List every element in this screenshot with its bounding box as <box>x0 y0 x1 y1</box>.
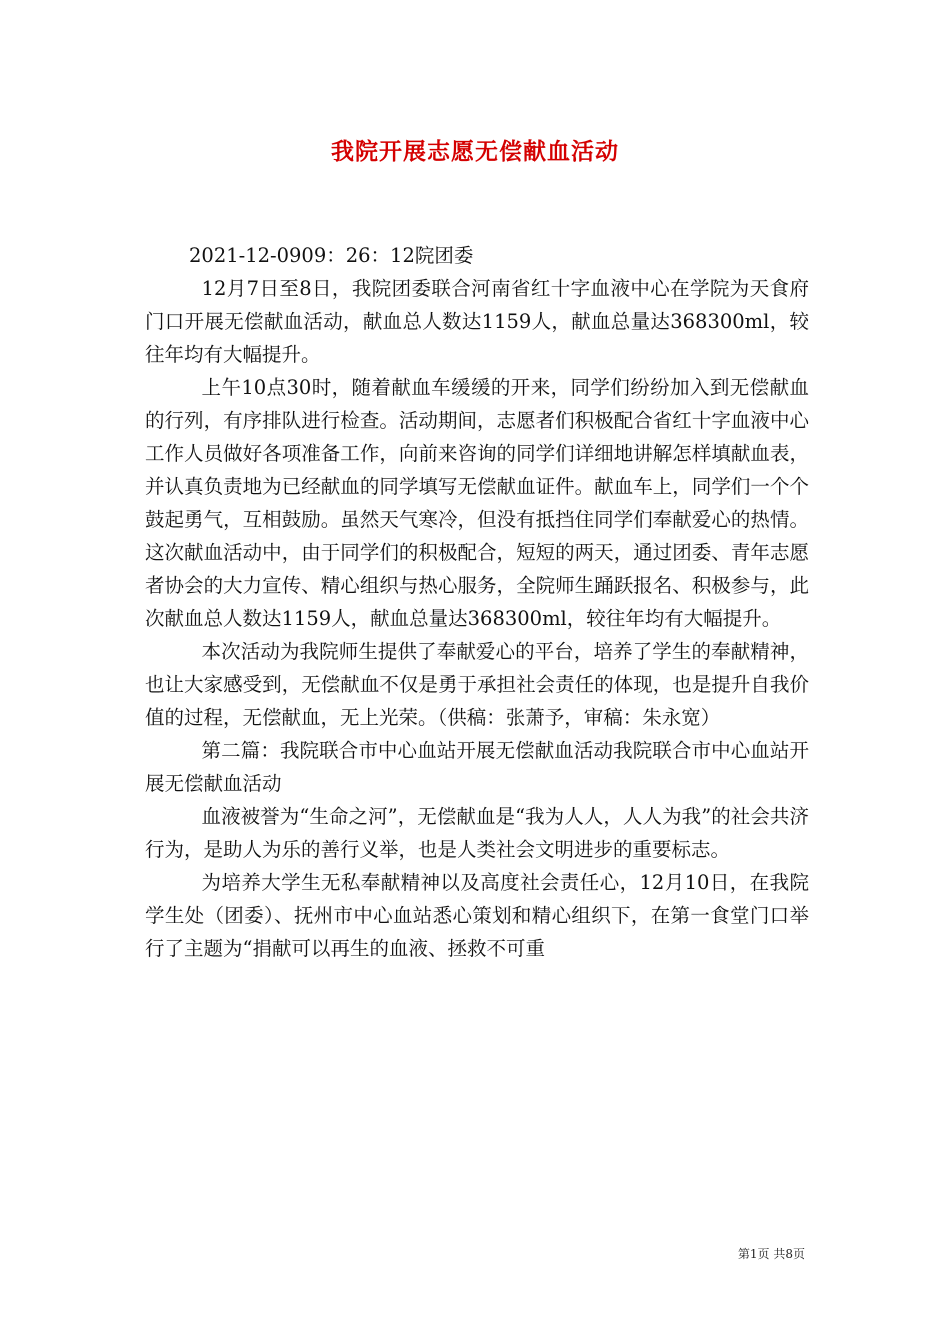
paragraph-4: 第二篇：我院联合市中心血站开展无偿献血活动我院联合市中心血站开展无偿献血活动 <box>145 739 809 795</box>
paragraph-1: 12月7日至8日，我院团委联合河南省红十字血液中心在学院为天食府门口开展无偿献血活动，献血总人数达1159人，献血总量达368300ml，较往年均有大幅提升。 <box>145 277 809 366</box>
paragraph-6: 为培养大学生无私奉献精神以及高度社会责任心，12月10日，在我院学生处（团委）、抚州市中心血站悉心策划和精心组织下，在第一食堂门口举行了主题为“捐献可以再生的血液、拯救不可重 <box>145 871 809 960</box>
document-body <box>145 239 809 965</box>
paragraph-3: 本次活动为我院师生提供了奉献爱心的平台，培养了学生的奉献精神，也让大家感受到，无偿献血不仅是勇于承担社会责任的体现，也是提升自我价值的过程，无偿献血，无上光荣。（供稿：张萧予，审稿：朱永宽） <box>145 640 809 729</box>
page-footer: 第1页 共8页 <box>737 1247 805 1261</box>
document-title: 我院开展志愿无偿献血活动 <box>331 138 619 165</box>
paragraph-2: 上午10点30时，随着献血车缓缓的开来，同学们纷纷加入到无偿献血的行列，有序排队进行检查。活动期间，志愿者们积极配合省红十字血液中心工作人员做好各项准备工作，向前来咨询的同学们详细地讲解怎样填献血表，并认真负责地为已经献血的同学填写无偿献血证件。献血车上，同学们一个个鼓起勇气，互相鼓励。虽然天气寒冷，但没有抵挡住同学们奉献爱心的热情。这次献血活动中，由于同学们的积极配合，短短的两天，通过团委、青年志愿者协会的大力宣传、精心组织与热心服务，全院师生踊跃报名、积极参与，此次献血总人数达1159人，献血总量达368300ml，较往年均有大幅提升。 <box>145 376 809 630</box>
meta-line: 2021-12-0909：26：12院团委 <box>189 244 474 267</box>
paragraph-5: 血液被誉为“生命之河”，无偿献血是“我为人人，人人为我”的社会共济行为，是助人为乐的善行义举，也是人类社会文明进步的重要标志。 <box>145 805 809 861</box>
